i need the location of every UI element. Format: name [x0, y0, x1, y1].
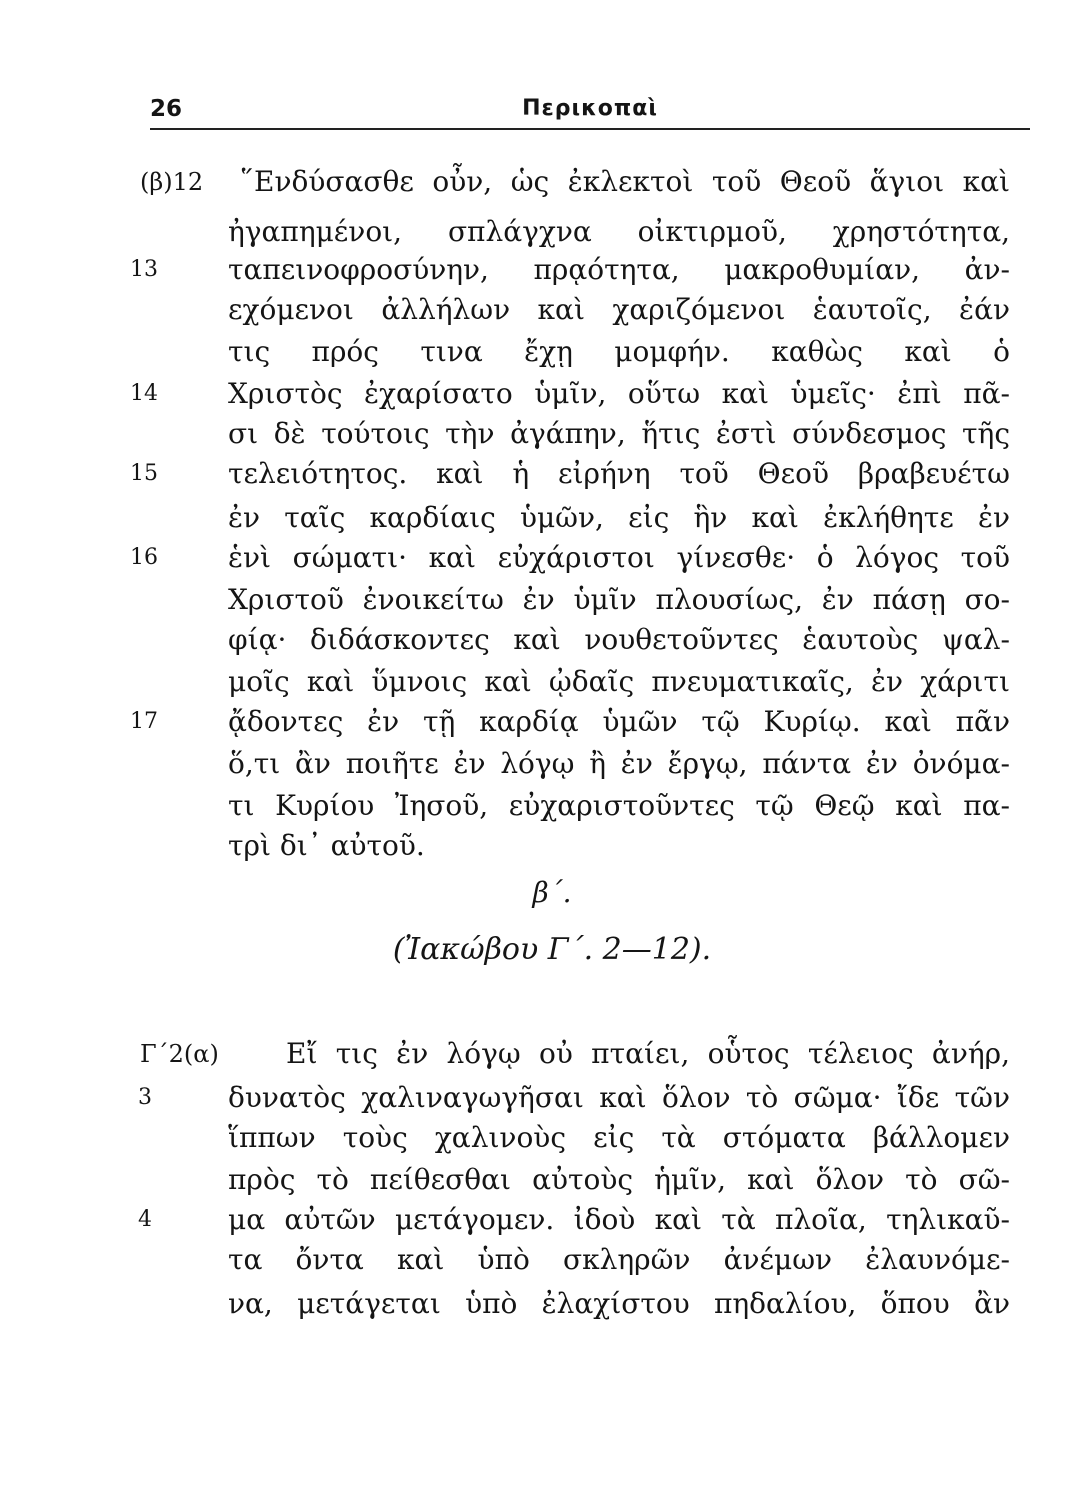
text-line: ἠγαπημένοι, σπλάγχνα οἰκτιρμοῦ, χρηστότητα,	[228, 215, 1010, 248]
text-line: τι Κυρίου Ἰησοῦ, εὐχαριστοῦντες τῷ Θεῷ καὶ πα-	[228, 789, 1010, 822]
text-line: φίᾳ· διδάσκοντες καὶ νουθετοῦντες ἑαυτοὺς ψαλ-	[228, 623, 1010, 656]
text-line: μοῖς καὶ ὕμνοις καὶ ᾠδαῖς πνευματικαῖς, ἐν χάριτι	[228, 665, 1010, 698]
verse-marker: 16	[130, 545, 158, 570]
page-header	[150, 96, 1030, 130]
running-title: Περικοπαὶ	[522, 96, 658, 121]
verse-marker: Γ΄2(α)	[140, 1040, 219, 1068]
text-line: σι δὲ τούτοις τὴν ἀγάπην, ἥτις ἐστὶ σύνδεσμος τῆς	[228, 417, 1010, 450]
text-line: ταπεινοφροσύνην, πρᾳότητα, μακροθυμίαν, ἀν-	[228, 253, 1010, 286]
verse-marker: 13	[130, 257, 158, 282]
text-line: ἐν ταῖς καρδίαις ὑμῶν, εἰς ἣν καὶ ἐκλήθητε ἐν	[228, 501, 1010, 534]
page-number: 26	[150, 96, 183, 122]
text-line: πρὸς τὸ πείθεσθαι αὐτοὺς ἡμῖν, καὶ ὅλον τὸ σῶ-	[228, 1163, 1010, 1196]
verse-marker: 17	[130, 709, 158, 734]
verse-marker: (β)12	[140, 168, 204, 196]
text-line: δυνατὸς χαλιναγωγῆσαι καὶ ὅλον τὸ σῶμα· ἴδε τῶν	[228, 1081, 1010, 1114]
text-line: Χριστὸς ἐχαρίσατο ὑμῖν, οὕτω καὶ ὑμεῖς· ἐπὶ πᾶ-	[228, 377, 1010, 410]
section-number: β΄.	[532, 876, 572, 909]
section-reference: (Ἰακώβου Γ΄. 2—12).	[392, 932, 712, 967]
verse-marker: 4	[138, 1207, 152, 1232]
text-line: μα αὐτῶν μετάγομεν. ἰδοὺ καὶ τὰ πλοῖα, τηλικαῦ-	[228, 1203, 1010, 1236]
text-line: ἑνὶ σώματι· καὶ εὐχάριστοι γίνεσθε· ὁ λόγος τοῦ	[228, 541, 1010, 574]
verse-marker: 15	[130, 461, 158, 486]
text-line: τρὶ δι᾿ αὐτοῦ.	[228, 829, 425, 862]
text-line: τα ὄντα καὶ ὑπὸ σκληρῶν ἀνέμων ἐλαυνόμε-	[228, 1243, 1010, 1276]
text-line: Χριστοῦ ἐνοικείτω ἐν ὑμῖν πλουσίως, ἐν πάσῃ σο-	[228, 583, 1010, 616]
text-line: ἵππων τοὺς χαλινοὺς εἰς τὰ στόματα βάλλομεν	[228, 1121, 1010, 1154]
text-line: ῞Ενδύσασθε οὖν, ὡς ἐκλεκτοὶ τοῦ Θεοῦ ἅγιοι καὶ	[240, 165, 1010, 198]
text-line: τελειότητος. καὶ ἡ εἰρήνη τοῦ Θεοῦ βραβευέτω	[228, 457, 1010, 490]
text-line: εχόμενοι ἀλλήλων καὶ χαριζόμενοι ἑαυτοῖς, ἐάν	[228, 293, 1010, 326]
text-line: να, μετάγεται ὑπὸ ἐλαχίστου πηδαλίου, ὅπου ἂν	[228, 1287, 1010, 1320]
verse-marker: 3	[138, 1085, 152, 1110]
text-line: Εἴ τις ἐν λόγῳ οὐ πταίει, οὗτος τέλειος ἀνήρ,	[286, 1037, 1010, 1070]
text-line: ὅ,τι ἂν ποιῆτε ἐν λόγῳ ἢ ἐν ἔργῳ, πάντα ἐν ὀνόμα-	[228, 747, 1010, 780]
text-line: τις πρός τινα ἔχῃ μομφήν. καθὼς καὶ ὁ	[228, 335, 1010, 368]
verse-marker: 14	[130, 381, 158, 406]
text-line: ᾄδοντες ἐν τῇ καρδίᾳ ὑμῶν τῷ Κυρίῳ. καὶ πᾶν	[228, 705, 1010, 738]
